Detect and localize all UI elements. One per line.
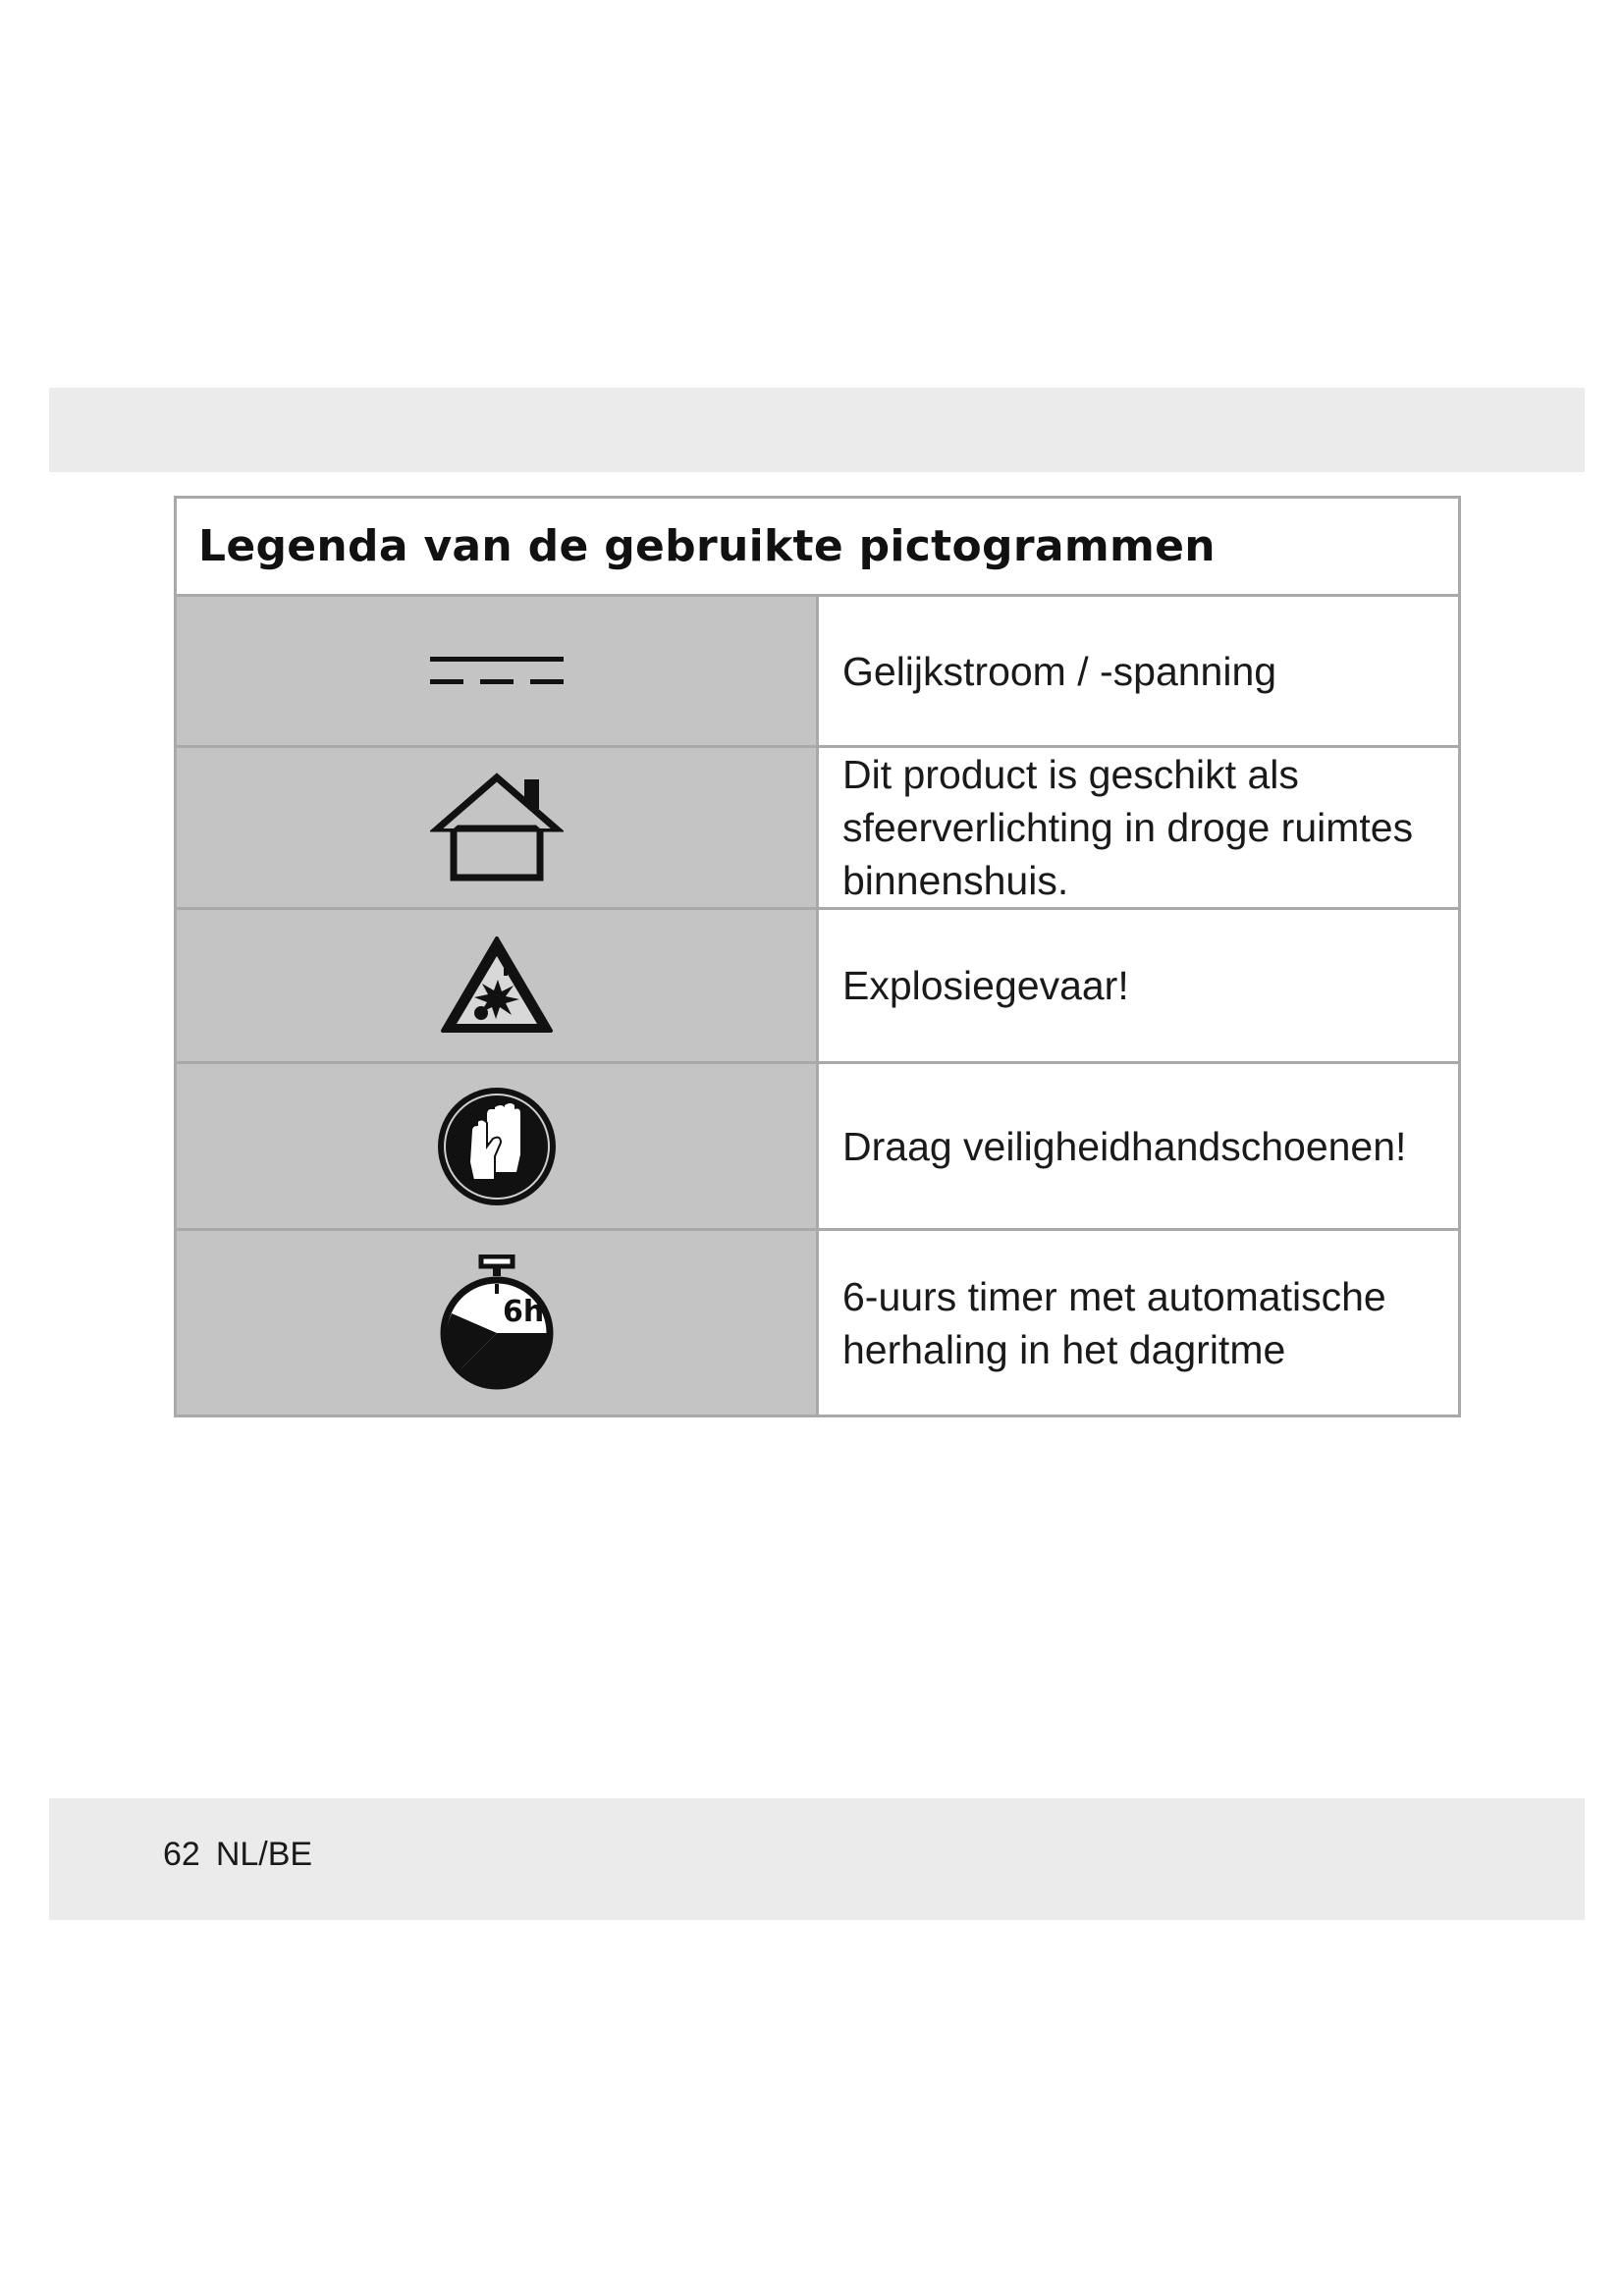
legend-text: Explosiegevaar! — [818, 909, 1460, 1063]
legend-icon-cell — [176, 596, 818, 747]
legend-row — [176, 909, 1460, 1063]
legend-icon-cell — [176, 909, 818, 1063]
six-hour-timer-icon — [438, 1255, 556, 1392]
header-band — [49, 388, 1585, 472]
legend-icon-cell — [176, 1230, 818, 1416]
pictogram-legend-table — [174, 496, 1461, 1417]
legend-row — [176, 1063, 1460, 1230]
legend-text: Draag veiligheidhandschoenen! — [818, 1063, 1460, 1230]
legend-row — [176, 1230, 1460, 1416]
page-footer — [163, 1836, 328, 1874]
legend-text: 6-uurs timer met automatische herhaling in het dagritme — [818, 1230, 1460, 1416]
legend-title-row — [176, 498, 1460, 596]
dc-current-icon — [428, 647, 566, 696]
legend-title: Legenda van de gebruikte pictogrammen — [176, 498, 1460, 596]
timer-six-hours-label: 6h — [502, 1294, 544, 1329]
legend-icon-cell — [176, 1063, 818, 1230]
safety-gloves-icon — [436, 1086, 558, 1207]
indoor-house-icon — [430, 772, 564, 883]
legend-row — [176, 747, 1460, 909]
language-code: NL/BE — [215, 1836, 313, 1873]
legend-text: Gelijkstroom / -spanning — [818, 596, 1460, 747]
explosion-warning-icon — [439, 934, 555, 1037]
legend-text: Dit product is geschikt als sfeerverlichting in droge ruimtes binnenshuis. — [818, 747, 1460, 909]
page-number: 62 — [163, 1836, 200, 1873]
legend-icon-cell — [176, 747, 818, 909]
legend-row — [176, 596, 1460, 747]
